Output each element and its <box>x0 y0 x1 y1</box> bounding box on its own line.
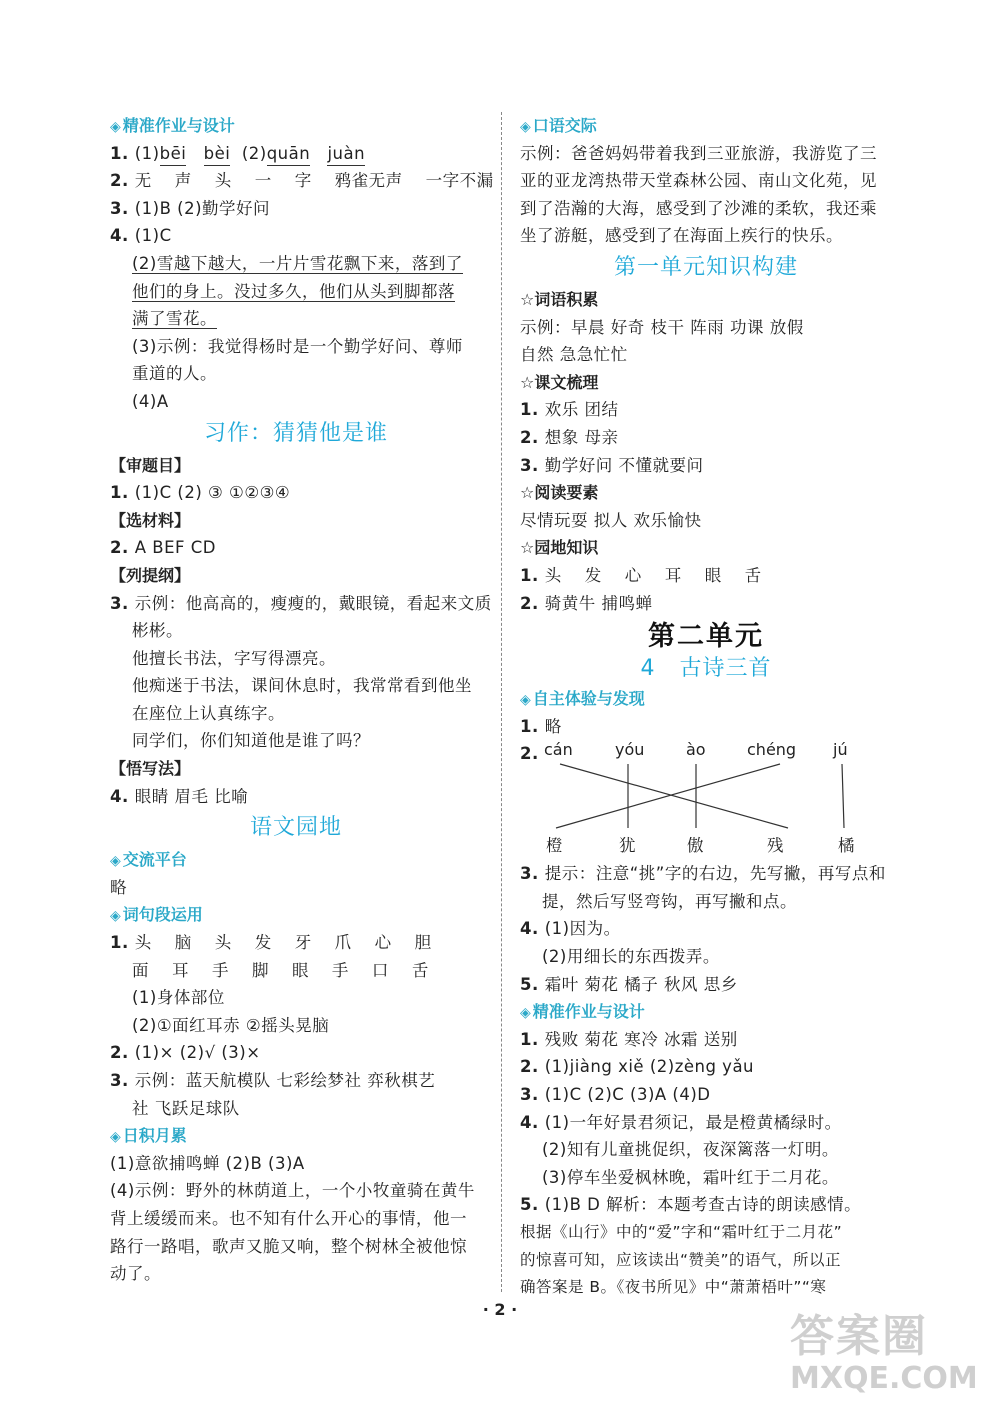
answer-line: 1. (1)bēi bèi (2)quān juàn <box>110 140 482 168</box>
bracket-heading: 【选材料】 <box>110 510 191 530</box>
unit-title: 第二单元 <box>648 621 764 653</box>
star-heading: ☆园地知识 <box>520 538 599 558</box>
answer-line: 3. (1)B (2)勤学好问 <box>110 198 271 218</box>
answer-line: 背上缓缓而来。也不知有什么开心的事情，他一 <box>110 1208 467 1228</box>
answer-line: 到了浩瀚的大海，感受到了沙滩的柔软，我还乘 <box>520 198 877 218</box>
section-header: ◈ 精准作业与设计 <box>110 116 235 135</box>
diamond-icon: ◈ <box>110 119 121 135</box>
character-label: 犹 <box>619 836 636 856</box>
watermark-logo: 答案圈 MXQE.COM <box>790 1311 978 1396</box>
section-header: ◈ 日积月累 <box>110 1126 187 1146</box>
answer-line: 尽情玩耍 拟人 欢乐愉快 <box>520 510 702 530</box>
section-header: ◈ 精准作业与设计 <box>520 1002 645 1022</box>
answer-line: 示例：早晨 好奇 枝干 阵雨 功课 放假 <box>520 317 804 337</box>
lesson-title: 4 古诗三首 <box>640 656 772 682</box>
answer-line: 自然 急急忙忙 <box>520 345 628 365</box>
answer-line: 2. (1)× (2)√ (3)× <box>110 1043 261 1063</box>
section-title: 语文园地 <box>249 815 342 841</box>
pinyin-label: jú <box>833 740 848 760</box>
answer-line: 同学们，你们知道他是谁了吗？ <box>132 731 370 751</box>
answer-line: 他痴迷于书法，课间休息时，我常常看到他坐 <box>132 676 472 696</box>
bracket-heading: 【悟写法】 <box>110 759 191 779</box>
answer-line: 的惊喜可知，应该读出“赞美”的语气，所以正 <box>520 1250 842 1269</box>
answer-line: 3. 提示：注意“挑”字的右边，先写撇，再写点和 <box>520 864 886 884</box>
left-column <box>110 112 494 1288</box>
answer-line: 重道的人。 <box>132 364 217 384</box>
answer-line: (2)用细长的东西拨弄。 <box>542 947 720 967</box>
answer-line: 5. (1)B D 解析：本题考查古诗的朗读感情。 <box>520 1195 862 1215</box>
diamond-icon: ◈ <box>520 692 531 709</box>
answer-line: (2)①面红耳赤 ②摇头晃脑 <box>132 1015 330 1035</box>
star-heading: ☆课文梳理 <box>520 372 599 392</box>
answer-line: 略 <box>110 877 127 897</box>
answer-line: 4. 眼睛 眉毛 比喻 <box>110 786 249 806</box>
answer-line: 社 飞跃足球队 <box>132 1098 240 1118</box>
answer-line: 3. 示例：他高高的，瘦瘦的，戴眼镜，看起来文质 <box>110 593 492 613</box>
right-column <box>520 112 892 1302</box>
diamond-icon: ◈ <box>110 1129 121 1146</box>
answer-line: 在座位上认真练字。 <box>132 703 285 723</box>
pinyin-label: yóu <box>615 740 645 760</box>
answer-line: 2. 骑黄牛 捕鸣蝉 <box>520 593 653 613</box>
section-header: ◈ 口语交际 <box>520 116 597 135</box>
bracket-heading: 【审题目】 <box>110 455 191 475</box>
answer-line: 他们的身上。没过多久，他们从头到脚都落 <box>132 281 455 301</box>
answer-line: 确答案是 B。《夜书所见》中“萧萧梧叶”“寒 <box>520 1278 827 1297</box>
diamond-icon: ◈ <box>520 119 531 135</box>
answer-line: (4)示例：野外的林荫道上，一个小牧童骑在黄牛 <box>110 1181 475 1201</box>
star-heading: ☆阅读要素 <box>520 483 599 503</box>
answer-line: (4)A <box>132 391 169 411</box>
matching-lines <box>542 760 872 832</box>
bracket-heading: 【列提纲】 <box>110 565 191 585</box>
column-divider <box>501 112 502 1292</box>
answer-line: 动了。 <box>110 1264 161 1284</box>
section-header: ◈ 交流平台 <box>110 850 187 870</box>
matching-exercise <box>542 740 872 860</box>
answer-line: (2)雪越下越大，一片片雪花飘下来，落到了 <box>132 253 463 273</box>
answer-line: 1. 残败 菊花 寒冷 冰霜 送别 <box>520 1029 738 1049</box>
answer-line: 3. 示例：蓝天航模队 七彩绘梦社 弈秋棋艺 <box>110 1071 436 1090</box>
answer-line: (3)停车坐爱枫林晚，霜叶红于二月花。 <box>542 1167 839 1187</box>
answer-line: 满了雪花。 <box>132 309 217 329</box>
answer-line: 4. (1)一年好景君须记，最是橙黄橘绿时。 <box>520 1112 842 1132</box>
answer-line: 1. 略 <box>520 716 562 736</box>
answer-line: 2. 无 声 头 一 字 鸦雀无声 一字不漏 <box>110 171 494 191</box>
character-label: 橙 <box>546 836 563 856</box>
character-label: 橘 <box>838 836 855 856</box>
answer-line: 坐了游艇，感受到了在海面上疾行的快乐。 <box>520 226 843 246</box>
section-title: 第一单元知识构建 <box>613 254 798 280</box>
character-label: 残 <box>767 836 784 856</box>
pinyin-label: ào <box>686 740 706 760</box>
answer-line: 示例：爸爸妈妈带着我到三亚旅游，我游览了三 <box>520 143 877 163</box>
answer-line: (1)意欲捕鸣蝉 (2)B (3)A <box>110 1153 305 1173</box>
section-header: ◈ 词句段运用 <box>110 905 203 925</box>
answer-line: 1. (1)C (2) ③ ①②③④ <box>110 483 291 503</box>
answer-line: 2. A BEF CD <box>110 538 216 558</box>
answer-line: 2. 想象 母亲 <box>520 427 619 447</box>
answer-line: 5. 霜叶 菊花 橘子 秋风 思乡 <box>520 974 738 994</box>
answer-line: 1. 头 发 心 耳 眼 舌 <box>520 565 762 585</box>
answer-line: 4. (1)C <box>110 226 172 246</box>
answer-line: (3)示例：我觉得杨时是一个勤学好问、尊师 <box>132 336 463 356</box>
diamond-icon: ◈ <box>110 908 121 925</box>
answer-line: 1. 头 脑 头 发 牙 爪 心 胆 <box>110 933 432 953</box>
answer-line: 3. 勤学好问 不懂就要问 <box>520 455 704 475</box>
answer-line: 面 耳 手 脚 眼 手 口 舌 <box>132 960 429 980</box>
section-title: 习作：猜猜他是谁 <box>203 420 388 446</box>
page-number: · 2 · <box>482 1300 518 1319</box>
answer-line: 亚的亚龙湾热带天堂森林公园、南山文化苑，见 <box>520 171 877 191</box>
answer-line: 路行一路唱，歌声又脆又响，整个树林全被他惊 <box>110 1236 467 1256</box>
answer-line: 4. (1)因为。 <box>520 919 621 939</box>
diamond-icon: ◈ <box>520 1005 531 1022</box>
star-heading: ☆词语积累 <box>520 289 599 309</box>
answer-line: 2. (1)jiàng xiě (2)zèng yǎu <box>520 1057 755 1077</box>
character-label: 傲 <box>687 836 704 856</box>
pinyin-label: chéng <box>747 740 797 760</box>
answer-line: 1. 欢乐 团结 <box>520 400 619 420</box>
answer-line: (1)身体部位 <box>132 988 225 1008</box>
answer-line: 3. (1)C (2)C (3)A (4)D <box>520 1085 711 1105</box>
answer-line: 提，然后写竖弯钩，再写撇和点。 <box>542 891 797 911</box>
answer-line: 彬彬。 <box>132 621 183 641</box>
answer-line: 他擅长书法，字写得漂亮。 <box>132 648 336 668</box>
pinyin-label: cán <box>544 740 573 760</box>
answer-line: 2. <box>520 744 539 764</box>
section-header: ◈ 自主体验与发现 <box>520 689 645 709</box>
diamond-icon: ◈ <box>110 853 121 870</box>
answer-line: 根据《山行》中的“爱”字和“霜叶红于二月花” <box>520 1223 843 1241</box>
answer-line: (2)知有儿童挑促织，夜深篱落一灯明。 <box>542 1140 839 1160</box>
